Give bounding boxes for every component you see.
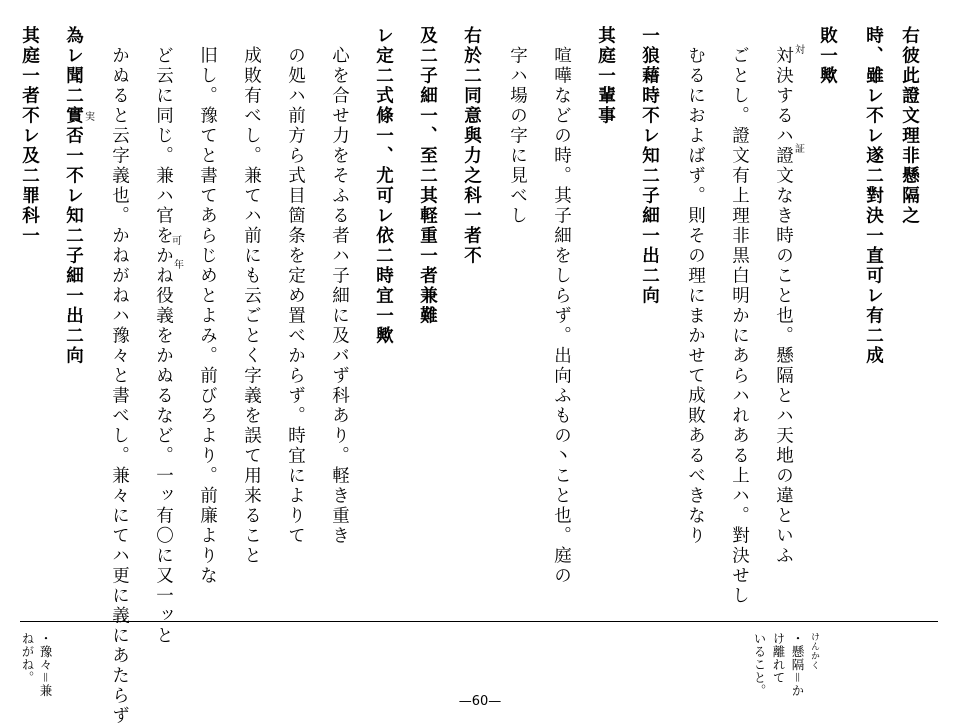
text-column: 其庭一者不レ及二罪科一 [19, 26, 40, 246]
text-column: 心を合せ力をそふる者ハ子細に及バず科あり。軽き重き [329, 26, 350, 546]
footnote-line: け離れて [771, 632, 786, 684]
footnote-line: ねがね。 [20, 632, 35, 684]
page-number: —60— [458, 694, 502, 709]
text-column: 時、雖レ不レ遂二對決一直可レ有二成 [863, 26, 884, 366]
text-column: 右彼此證文理非懸隔之 [899, 26, 920, 226]
text-column: ごとし。證文有上理非黒白明かにあらハれある上ハ。對決せし [729, 26, 750, 606]
text-column: レ定二式條一、尤可レ依二時宜一歟 [373, 26, 394, 346]
text-column: 及二子細一、至二其軽重一者兼難 [417, 26, 438, 326]
ruby-gloss: 可 [172, 236, 182, 247]
text-column: むるにおよばず。則その理にまかせて成敗あるべきなり [685, 26, 706, 546]
footnote-line: ・豫々＝兼 [38, 632, 53, 698]
text-column: 一狼藉時不レ知二子細一出二向 [639, 26, 660, 306]
text-column: の処ハ前方ら式目箇条を定め置べからず。時宜によりて [285, 26, 306, 546]
ruby-gloss: 証 [795, 144, 805, 155]
text-column: 旧し。豫てと書てあらじめとよみ。前びろより。前廉よりな [197, 26, 218, 586]
text-column: 成敗有べし。兼てハ前にも云ごとく字義を誤て用来ること [241, 26, 262, 566]
footnote-line: ・懸隔＝か [790, 632, 805, 698]
text-column: 喧嘩などの時。其子細をしらず。出向ふもの丶こと也。庭の [551, 26, 572, 586]
ruby-gloss: 年 [174, 260, 184, 271]
footnote-line: いること。 [752, 632, 767, 697]
text-column: かぬると云字義也。かねがねハ豫々と書べし。兼々にてハ更に義にあたらず [109, 26, 130, 726]
text-column: 為レ聞二實否一不レ知二子細一出二向 [63, 26, 84, 366]
text-column: 右於二同意與力之科一者不 [461, 26, 482, 266]
text-column: 敗一歟 [817, 26, 838, 86]
text-column: 其庭一輩事 [595, 26, 616, 126]
ruby-gloss: 対 [795, 45, 805, 56]
text-column: 字ハ場の字に見べし [507, 26, 528, 226]
footnote-line: けんかく [809, 632, 819, 670]
text-column: 対決するハ證文なき時のこと也。懸隔とハ天地の違といふ [773, 26, 794, 566]
ruby-gloss: 実 [85, 112, 95, 123]
text-column: ど云に同じ。兼ハ官をかね役義をかぬるなど。一ッ有〇に又一ッと [153, 26, 174, 646]
footnote-separator [20, 621, 938, 622]
